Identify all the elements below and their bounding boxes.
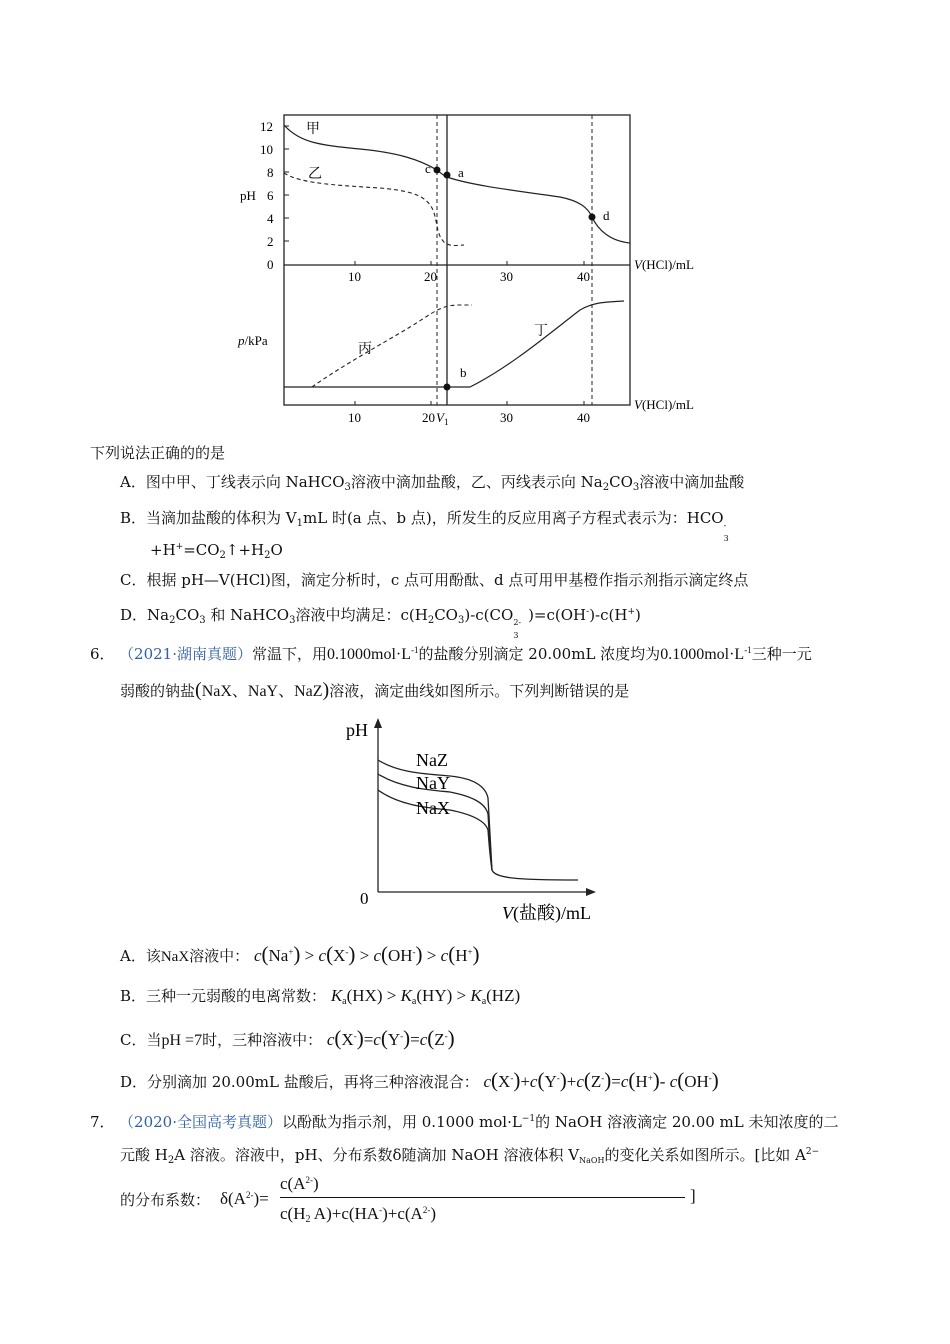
x-tick: 30 bbox=[500, 269, 513, 284]
curve-naz bbox=[378, 760, 578, 880]
point-b bbox=[444, 384, 451, 391]
x-axis-label-bottom: V(HCl)/mL bbox=[634, 397, 694, 412]
y-tick: 0 bbox=[267, 257, 274, 272]
figure-titration-curves-naxyz bbox=[340, 712, 620, 927]
x-tick: 10 bbox=[348, 410, 361, 425]
y-tick: 2 bbox=[267, 234, 274, 249]
label-ding: 丁 bbox=[534, 323, 548, 339]
q6-option-b: B．三种一元弱酸的电离常数： $K_a(HX) > K_a(HY) > K_a(HZ)$ bbox=[120, 986, 521, 1007]
x-tick: 30 bbox=[500, 410, 513, 425]
q6-line1: 6． （2021·湖南真题）常温下，用$0.1000mol\cdot L^{-1}$的盐酸分别滴定 20.00mL 浓度均为$0.1000mol\cdot L^{-1}$三种一元 bbox=[90, 645, 812, 663]
curve-ding bbox=[284, 301, 624, 387]
y-tick: 6 bbox=[267, 188, 274, 203]
q5-option-b-cont: $+H^+=CO_2↑+H_2O$ bbox=[150, 541, 283, 561]
label-c: c bbox=[425, 161, 431, 176]
label-nax: NaX bbox=[416, 798, 450, 818]
q5-stem: 下列说法正确的的是 bbox=[90, 444, 226, 462]
x-tick: 10 bbox=[348, 269, 361, 284]
label-a: a bbox=[458, 165, 464, 180]
y-tick: 4 bbox=[267, 211, 274, 226]
q7-line2: 元酸 $H_2A$ 溶液。溶液中，pH、分布系数δ随滴加 NaOH 溶液体积 $V_{NaOH}$的变化关系如图所示。[比如 $A^{2-}$ bbox=[120, 1146, 820, 1166]
x-tick: 40 bbox=[577, 410, 590, 425]
fig2-xlabel: V(盐酸)/mL bbox=[502, 903, 591, 923]
figure-titration-ph-pressure bbox=[230, 105, 730, 435]
x-tick: 20 bbox=[422, 410, 435, 425]
label-bing: 丙 bbox=[358, 341, 372, 357]
y-tick: 8 bbox=[267, 165, 274, 180]
y-tick: 12 bbox=[260, 119, 273, 134]
q6-option-c: C．当pH =7时，三种溶液中： c(X-)=c(Y-)=c(Z-) bbox=[120, 1026, 455, 1050]
q7-line3: 的分布系数： bbox=[120, 1191, 211, 1209]
q6-option-a: A．该NaX溶液中： c(Na+) > c(X-) > c(OH-) > c(H+) bbox=[120, 942, 480, 966]
y-axis-label-pressure: p/kPa bbox=[238, 333, 268, 348]
point-d bbox=[589, 214, 596, 221]
x-axis-label-top: V(HCl)/mL bbox=[634, 257, 694, 272]
x-tick: 40 bbox=[577, 269, 590, 284]
label-b: b bbox=[460, 365, 467, 380]
q6-option-d: D．分别滴加 20.00mL 盐酸后，再将三种溶液混合： c(X-)+c(Y-)+c(Z-)=c(H+)- c(OH-) bbox=[120, 1068, 719, 1092]
fig2-origin: 0 bbox=[360, 889, 369, 908]
point-a bbox=[444, 172, 451, 179]
y-tick: 10 bbox=[260, 142, 273, 157]
point-c bbox=[434, 167, 441, 174]
label-d: d bbox=[603, 208, 610, 223]
v1-label: $V_1$ bbox=[436, 410, 449, 427]
q7-line1: 7． （2020·全国高考真题）以酚酞为指示剂，用 0.1000 $mol\cdot L^{-1}$的 NaOH 溶液滴定 20.00 mL 未知浓度的二 bbox=[90, 1113, 839, 1131]
q6-line2: 弱酸的钠盐(NaX、NaY、NaZ)溶液，滴定曲线如图所示。下列判断错误的是 bbox=[120, 679, 630, 701]
label-jia: 甲 bbox=[306, 121, 320, 137]
q5-option-c: C．根据 pH—V(HCl)图，滴定分析时，c 点可用酚酞、d 点可用甲基橙作指示剂指示滴定终点 bbox=[120, 571, 749, 589]
label-nay: NaY bbox=[416, 773, 450, 793]
x-tick: 20 bbox=[424, 269, 437, 284]
q5-option-d: D．$Na_2CO_3$ 和 NaHCO$_3$溶液中均满足：$c(H_2CO_3)-c(CO$ 2- 3 )=c(OH-)-c(H+) bbox=[120, 606, 641, 640]
label-naz: NaZ bbox=[416, 750, 448, 770]
curve-bing bbox=[312, 305, 472, 387]
q5-option-b: B．当滴加盐酸的体积为 $V_1mL$ 时(a 点、b 点)，所发生的反应用离子方程式表示为：HCO - 3 bbox=[120, 509, 729, 543]
fig2-ylabel: pH bbox=[346, 720, 368, 740]
y-axis-label-ph: pH bbox=[240, 188, 256, 203]
q5-option-a: A．图中甲、丁线表示向 NaHCO$_3$溶液中滴加盐酸，乙、丙线表示向 $Na_2CO_3$溶液中滴加盐酸 bbox=[120, 473, 745, 493]
curve-jia bbox=[284, 125, 630, 243]
label-yi: 乙 bbox=[308, 166, 322, 182]
